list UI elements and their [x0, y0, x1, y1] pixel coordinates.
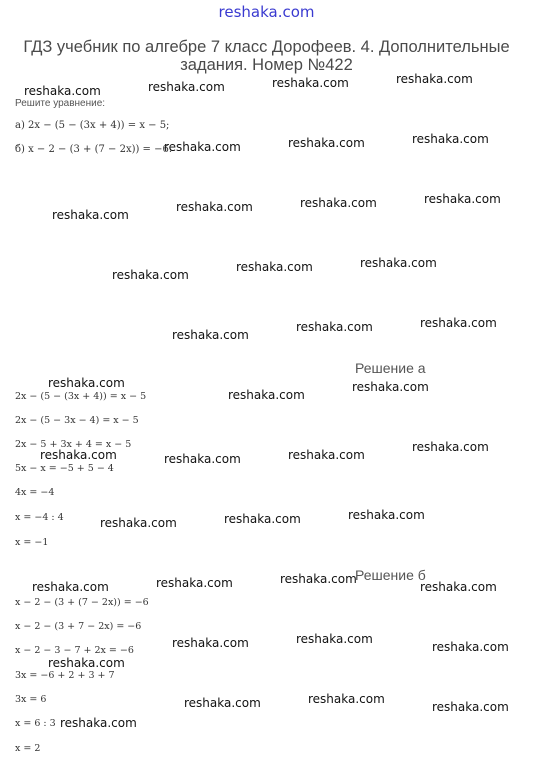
- page-title: ГДЗ учебник по алгебре 7 класс Дорофеев. 4. Дополнительные задания. Номер №422: [23, 38, 510, 74]
- watermark: reshaka.com: [100, 516, 177, 530]
- watermark: reshaka.com: [420, 316, 497, 330]
- watermark: reshaka.com: [396, 72, 473, 86]
- watermark: reshaka.com: [40, 448, 117, 462]
- watermark: reshaka.com: [48, 656, 125, 670]
- watermark: reshaka.com: [308, 692, 385, 706]
- watermark: reshaka.com: [24, 84, 101, 98]
- watermark: reshaka.com: [432, 700, 509, 714]
- solution-a-heading: Решение а: [355, 360, 426, 376]
- watermark: reshaka.com: [172, 328, 249, 342]
- solution-b-step: x = 6 : 3: [15, 718, 56, 729]
- solution-a-step: 2x − (5 − 3x − 4) = x − 5: [15, 415, 139, 426]
- solution-b-step: 3x = 6: [15, 694, 47, 705]
- solution-b-heading: Решение б: [355, 567, 426, 583]
- watermark: reshaka.com: [288, 136, 365, 150]
- watermark: reshaka.com: [412, 440, 489, 454]
- solution-b-step: 3x = −6 + 2 + 3 + 7: [15, 670, 115, 681]
- watermark: reshaka.com: [112, 268, 189, 282]
- site-logo[interactable]: reshaka.com: [218, 3, 315, 21]
- watermark: reshaka.com: [156, 576, 233, 590]
- watermark: reshaka.com: [164, 452, 241, 466]
- watermark: reshaka.com: [224, 512, 301, 526]
- watermark: reshaka.com: [288, 448, 365, 462]
- watermark: reshaka.com: [148, 80, 225, 94]
- solution-b-step: x − 2 − 3 − 7 + 2x = −6: [15, 645, 134, 656]
- task-a: а) 2x − (5 − (3x + 4)) = x − 5;: [15, 120, 170, 131]
- solution-a-step: 4x = −4: [15, 487, 55, 498]
- watermark: reshaka.com: [432, 640, 509, 654]
- watermark: reshaka.com: [420, 580, 497, 594]
- watermark: reshaka.com: [236, 260, 313, 274]
- watermark: reshaka.com: [296, 320, 373, 334]
- watermark: reshaka.com: [176, 200, 253, 214]
- problem-intro: Решите уравнение:: [15, 98, 106, 109]
- watermark: reshaka.com: [412, 132, 489, 146]
- task-b: б) x − 2 − (3 + (7 − 2x)) = −6.: [15, 144, 173, 155]
- solution-a-step: 2x − 5 + 3x + 4 = x − 5: [15, 439, 132, 450]
- watermark: reshaka.com: [280, 572, 357, 586]
- watermark: reshaka.com: [272, 76, 349, 90]
- solution-b-step: x − 2 − (3 + (7 − 2x)) = −6: [15, 597, 149, 608]
- watermark: reshaka.com: [348, 508, 425, 522]
- watermark: reshaka.com: [228, 388, 305, 402]
- solution-a-step: 2x − (5 − (3x + 4)) = x − 5: [15, 391, 147, 402]
- solution-a-step: x = −1: [15, 537, 49, 548]
- solution-a-step: x = −4 : 4: [15, 512, 64, 523]
- watermark: reshaka.com: [172, 636, 249, 650]
- watermark: reshaka.com: [424, 192, 501, 206]
- solution-a-step: 5x − x = −5 + 5 − 4: [15, 463, 114, 474]
- solution-b-step: x = 2: [15, 743, 41, 754]
- watermark: reshaka.com: [352, 380, 429, 394]
- watermark: reshaka.com: [60, 716, 137, 730]
- watermark: reshaka.com: [164, 140, 241, 154]
- watermark: reshaka.com: [184, 696, 261, 710]
- watermark: reshaka.com: [300, 196, 377, 210]
- solution-b-step: x − 2 − (3 + 7 − 2x) = −6: [15, 621, 142, 632]
- watermark: reshaka.com: [296, 632, 373, 646]
- watermark: reshaka.com: [360, 256, 437, 270]
- watermark: reshaka.com: [32, 580, 109, 594]
- watermark: reshaka.com: [48, 376, 125, 390]
- watermark: reshaka.com: [52, 208, 129, 222]
